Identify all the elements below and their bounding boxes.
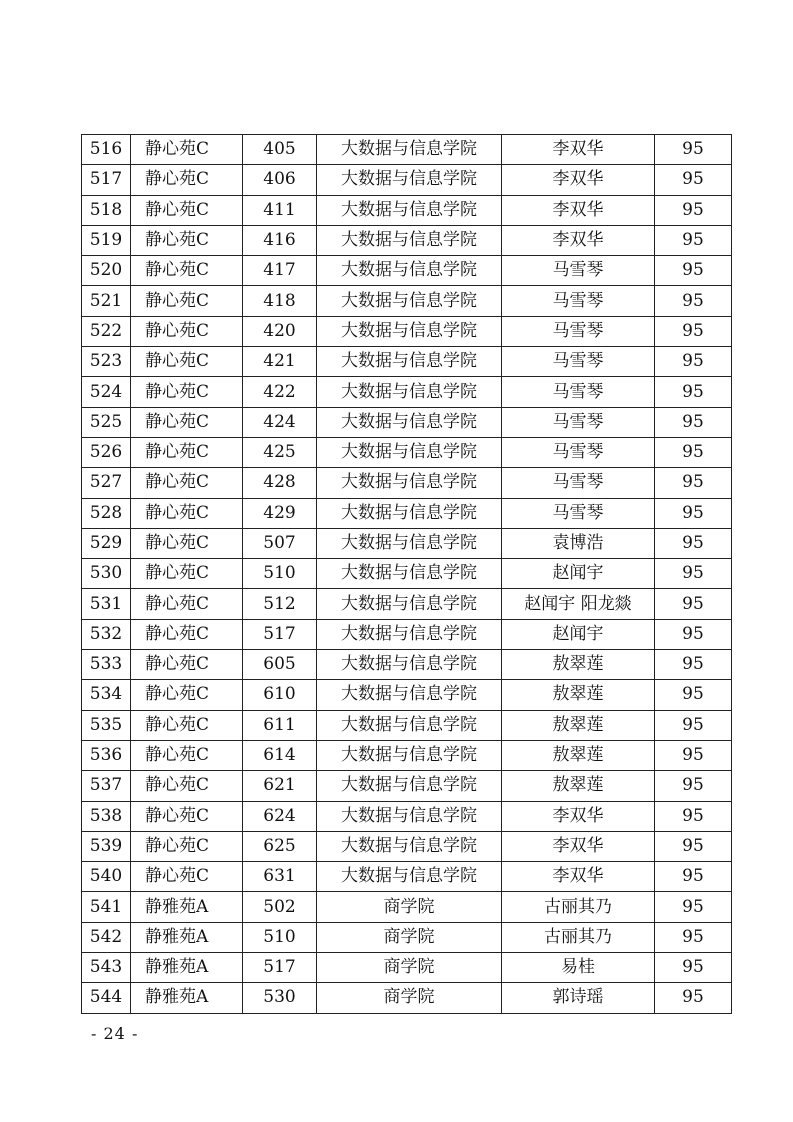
room-number-cell: 605 xyxy=(243,650,317,680)
row-number-cell: 530 xyxy=(82,559,131,589)
building-cell: 静心苑C xyxy=(131,225,243,255)
table-row xyxy=(82,983,732,1013)
instructor-name-cell: 马雪琴 xyxy=(502,286,655,316)
building-cell: 静心苑C xyxy=(131,710,243,740)
building-cell: 静心苑C xyxy=(131,619,243,649)
instructor-name-cell: 李双华 xyxy=(502,225,655,255)
building-cell: 静心苑C xyxy=(131,498,243,528)
room-number-cell: 631 xyxy=(243,862,317,892)
college-cell: 大数据与信息学院 xyxy=(317,740,502,770)
table-row xyxy=(82,619,732,649)
college-cell: 大数据与信息学院 xyxy=(317,347,502,377)
room-number-cell: 429 xyxy=(243,498,317,528)
building-cell: 静雅苑A xyxy=(131,892,243,922)
college-cell: 大数据与信息学院 xyxy=(317,286,502,316)
instructor-name-cell: 李双华 xyxy=(502,862,655,892)
row-number-cell: 521 xyxy=(82,286,131,316)
row-number-cell: 532 xyxy=(82,619,131,649)
room-number-cell: 530 xyxy=(243,983,317,1013)
score-cell: 95 xyxy=(655,468,732,498)
building-cell: 静心苑C xyxy=(131,528,243,558)
score-cell: 95 xyxy=(655,771,732,801)
building-cell: 静心苑C xyxy=(131,135,243,165)
instructor-name-cell: 李双华 xyxy=(502,195,655,225)
score-cell: 95 xyxy=(655,740,732,770)
college-cell: 大数据与信息学院 xyxy=(317,589,502,619)
room-number-cell: 614 xyxy=(243,740,317,770)
instructor-name-cell: 敖翠莲 xyxy=(502,710,655,740)
score-cell: 95 xyxy=(655,801,732,831)
table-row xyxy=(82,316,732,346)
row-number-cell: 529 xyxy=(82,528,131,558)
table-row xyxy=(82,559,732,589)
building-cell: 静心苑C xyxy=(131,195,243,225)
score-cell: 95 xyxy=(655,437,732,467)
row-number-cell: 544 xyxy=(82,983,131,1013)
building-cell: 静心苑C xyxy=(131,165,243,195)
dormitory-score-table xyxy=(81,134,732,1014)
table-row xyxy=(82,135,732,165)
instructor-name-cell: 敖翠莲 xyxy=(502,740,655,770)
room-number-cell: 418 xyxy=(243,286,317,316)
row-number-cell: 539 xyxy=(82,831,131,861)
room-number-cell: 510 xyxy=(243,559,317,589)
score-cell: 95 xyxy=(655,922,732,952)
building-cell: 静雅苑A xyxy=(131,983,243,1013)
room-number-cell: 405 xyxy=(243,135,317,165)
building-cell: 静雅苑A xyxy=(131,953,243,983)
room-number-cell: 502 xyxy=(243,892,317,922)
college-cell: 大数据与信息学院 xyxy=(317,528,502,558)
room-number-cell: 417 xyxy=(243,256,317,286)
table-row xyxy=(82,680,732,710)
table-row xyxy=(82,528,732,558)
building-cell: 静心苑C xyxy=(131,377,243,407)
table-row xyxy=(82,347,732,377)
row-number-cell: 533 xyxy=(82,650,131,680)
score-cell: 95 xyxy=(655,528,732,558)
row-number-cell: 543 xyxy=(82,953,131,983)
row-number-cell: 534 xyxy=(82,680,131,710)
score-cell: 95 xyxy=(655,316,732,346)
table-row xyxy=(82,195,732,225)
college-cell: 大数据与信息学院 xyxy=(317,801,502,831)
room-number-cell: 428 xyxy=(243,468,317,498)
college-cell: 大数据与信息学院 xyxy=(317,559,502,589)
college-cell: 大数据与信息学院 xyxy=(317,498,502,528)
building-cell: 静心苑C xyxy=(131,437,243,467)
instructor-name-cell: 郭诗瑶 xyxy=(502,983,655,1013)
building-cell: 静心苑C xyxy=(131,680,243,710)
college-cell: 大数据与信息学院 xyxy=(317,407,502,437)
score-cell: 95 xyxy=(655,256,732,286)
table-row xyxy=(82,710,732,740)
college-cell: 大数据与信息学院 xyxy=(317,862,502,892)
building-cell: 静心苑C xyxy=(131,316,243,346)
row-number-cell: 524 xyxy=(82,377,131,407)
row-number-cell: 520 xyxy=(82,256,131,286)
score-cell: 95 xyxy=(655,165,732,195)
instructor-name-cell: 李双华 xyxy=(502,135,655,165)
score-cell: 95 xyxy=(655,710,732,740)
row-number-cell: 516 xyxy=(82,135,131,165)
college-cell: 大数据与信息学院 xyxy=(317,710,502,740)
table-row xyxy=(82,589,732,619)
table-row xyxy=(82,377,732,407)
row-number-cell: 526 xyxy=(82,437,131,467)
room-number-cell: 625 xyxy=(243,831,317,861)
instructor-name-cell: 李双华 xyxy=(502,165,655,195)
instructor-name-cell: 敖翠莲 xyxy=(502,680,655,710)
building-cell: 静心苑C xyxy=(131,801,243,831)
instructor-name-cell: 敖翠莲 xyxy=(502,650,655,680)
college-cell: 商学院 xyxy=(317,892,502,922)
score-cell: 95 xyxy=(655,135,732,165)
room-number-cell: 507 xyxy=(243,528,317,558)
college-cell: 大数据与信息学院 xyxy=(317,135,502,165)
room-number-cell: 411 xyxy=(243,195,317,225)
table-row xyxy=(82,225,732,255)
college-cell: 大数据与信息学院 xyxy=(317,680,502,710)
row-number-cell: 538 xyxy=(82,801,131,831)
room-number-cell: 420 xyxy=(243,316,317,346)
instructor-name-cell: 马雪琴 xyxy=(502,347,655,377)
instructor-name-cell: 易桂 xyxy=(502,953,655,983)
score-cell: 95 xyxy=(655,680,732,710)
instructor-name-cell: 马雪琴 xyxy=(502,407,655,437)
score-cell: 95 xyxy=(655,377,732,407)
table-row xyxy=(82,286,732,316)
building-cell: 静心苑C xyxy=(131,740,243,770)
building-cell: 静心苑C xyxy=(131,650,243,680)
college-cell: 大数据与信息学院 xyxy=(317,468,502,498)
table-row xyxy=(82,407,732,437)
instructor-name-cell: 马雪琴 xyxy=(502,316,655,346)
building-cell: 静心苑C xyxy=(131,256,243,286)
table-row xyxy=(82,165,732,195)
row-number-cell: 523 xyxy=(82,347,131,377)
score-cell: 95 xyxy=(655,195,732,225)
building-cell: 静心苑C xyxy=(131,559,243,589)
building-cell: 静雅苑A xyxy=(131,922,243,952)
table-row xyxy=(82,437,732,467)
row-number-cell: 525 xyxy=(82,407,131,437)
room-number-cell: 416 xyxy=(243,225,317,255)
room-number-cell: 422 xyxy=(243,377,317,407)
college-cell: 大数据与信息学院 xyxy=(317,650,502,680)
college-cell: 大数据与信息学院 xyxy=(317,225,502,255)
college-cell: 大数据与信息学院 xyxy=(317,316,502,346)
building-cell: 静心苑C xyxy=(131,347,243,377)
row-number-cell: 531 xyxy=(82,589,131,619)
row-number-cell: 527 xyxy=(82,468,131,498)
instructor-name-cell: 古丽其乃 xyxy=(502,892,655,922)
score-cell: 95 xyxy=(655,407,732,437)
room-number-cell: 517 xyxy=(243,619,317,649)
table-row xyxy=(82,740,732,770)
table-row xyxy=(82,801,732,831)
instructor-name-cell: 赵闻宇 xyxy=(502,619,655,649)
room-number-cell: 624 xyxy=(243,801,317,831)
row-number-cell: 519 xyxy=(82,225,131,255)
building-cell: 静心苑C xyxy=(131,771,243,801)
instructor-name-cell: 敖翠莲 xyxy=(502,771,655,801)
table-row xyxy=(82,953,732,983)
row-number-cell: 528 xyxy=(82,498,131,528)
score-cell: 95 xyxy=(655,589,732,619)
instructor-name-cell: 马雪琴 xyxy=(502,256,655,286)
row-number-cell: 535 xyxy=(82,710,131,740)
score-cell: 95 xyxy=(655,862,732,892)
page-number: - 24 - xyxy=(91,1024,139,1043)
building-cell: 静心苑C xyxy=(131,468,243,498)
score-cell: 95 xyxy=(655,225,732,255)
table-row xyxy=(82,498,732,528)
table-row xyxy=(82,256,732,286)
room-number-cell: 517 xyxy=(243,953,317,983)
building-cell: 静心苑C xyxy=(131,286,243,316)
college-cell: 大数据与信息学院 xyxy=(317,377,502,407)
instructor-name-cell: 古丽其乃 xyxy=(502,922,655,952)
row-number-cell: 540 xyxy=(82,862,131,892)
building-cell: 静心苑C xyxy=(131,831,243,861)
room-number-cell: 621 xyxy=(243,771,317,801)
table-row xyxy=(82,468,732,498)
score-cell: 95 xyxy=(655,619,732,649)
score-cell: 95 xyxy=(655,498,732,528)
college-cell: 大数据与信息学院 xyxy=(317,165,502,195)
row-number-cell: 522 xyxy=(82,316,131,346)
instructor-name-cell: 赵闻宇 阳龙燚 xyxy=(502,589,655,619)
score-cell: 95 xyxy=(655,286,732,316)
score-cell: 95 xyxy=(655,559,732,589)
room-number-cell: 610 xyxy=(243,680,317,710)
building-cell: 静心苑C xyxy=(131,407,243,437)
instructor-name-cell: 袁博浩 xyxy=(502,528,655,558)
room-number-cell: 611 xyxy=(243,710,317,740)
instructor-name-cell: 赵闻宇 xyxy=(502,559,655,589)
instructor-name-cell: 李双华 xyxy=(502,801,655,831)
college-cell: 大数据与信息学院 xyxy=(317,256,502,286)
row-number-cell: 518 xyxy=(82,195,131,225)
room-number-cell: 512 xyxy=(243,589,317,619)
instructor-name-cell: 马雪琴 xyxy=(502,377,655,407)
score-cell: 95 xyxy=(655,831,732,861)
room-number-cell: 510 xyxy=(243,922,317,952)
row-number-cell: 541 xyxy=(82,892,131,922)
table-row xyxy=(82,771,732,801)
college-cell: 商学院 xyxy=(317,922,502,952)
table-row xyxy=(82,650,732,680)
college-cell: 大数据与信息学院 xyxy=(317,619,502,649)
table-row xyxy=(82,922,732,952)
instructor-name-cell: 李双华 xyxy=(502,831,655,861)
room-number-cell: 406 xyxy=(243,165,317,195)
score-cell: 95 xyxy=(655,650,732,680)
row-number-cell: 536 xyxy=(82,740,131,770)
score-cell: 95 xyxy=(655,892,732,922)
college-cell: 大数据与信息学院 xyxy=(317,195,502,225)
score-cell: 95 xyxy=(655,347,732,377)
row-number-cell: 542 xyxy=(82,922,131,952)
instructor-name-cell: 马雪琴 xyxy=(502,468,655,498)
score-cell: 95 xyxy=(655,953,732,983)
room-number-cell: 424 xyxy=(243,407,317,437)
table-row xyxy=(82,892,732,922)
college-cell: 大数据与信息学院 xyxy=(317,437,502,467)
room-number-cell: 421 xyxy=(243,347,317,377)
college-cell: 大数据与信息学院 xyxy=(317,771,502,801)
room-number-cell: 425 xyxy=(243,437,317,467)
instructor-name-cell: 马雪琴 xyxy=(502,498,655,528)
building-cell: 静心苑C xyxy=(131,589,243,619)
row-number-cell: 517 xyxy=(82,165,131,195)
instructor-name-cell: 马雪琴 xyxy=(502,437,655,467)
score-cell: 95 xyxy=(655,983,732,1013)
college-cell: 大数据与信息学院 xyxy=(317,831,502,861)
table-row xyxy=(82,831,732,861)
building-cell: 静心苑C xyxy=(131,862,243,892)
table-body xyxy=(82,135,732,1014)
table-row xyxy=(82,862,732,892)
college-cell: 商学院 xyxy=(317,983,502,1013)
row-number-cell: 537 xyxy=(82,771,131,801)
college-cell: 商学院 xyxy=(317,953,502,983)
